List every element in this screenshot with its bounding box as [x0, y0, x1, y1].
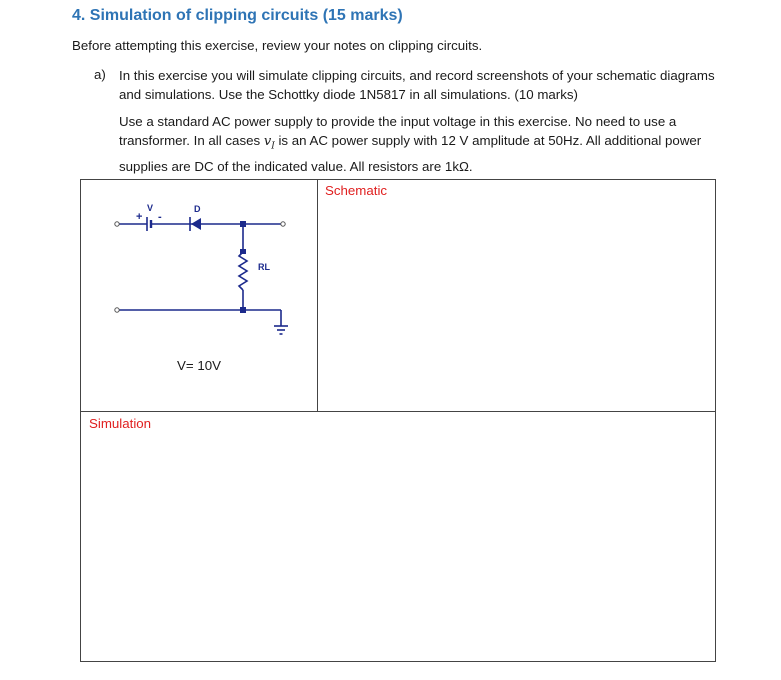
paragraph-2-text-b: is an AC power supply with 12 V amplitude at 50Hz. All additional power supplies are DC of the indicated value. All resistors are 1kΩ. [119, 133, 702, 174]
simulation-cell [81, 412, 716, 662]
schematic-label: Schematic [325, 183, 388, 198]
node-top [240, 221, 246, 227]
battery-minus-sign: - [158, 211, 162, 223]
diode-d [190, 217, 201, 231]
resistor-rl [239, 252, 247, 290]
voltage-caption: V= 10V [177, 358, 221, 373]
question-paragraph-1: In this exercise you will simulate clipping circuits, and record screenshots of your schematic diagrams and simulations. Use the Schottky diode 1N5817 in all simulations. (10 marks) [119, 68, 715, 102]
terminal-input-top [115, 222, 119, 226]
node-bottom [240, 307, 246, 313]
answer-table [80, 179, 716, 662]
schematic-cell [318, 180, 716, 412]
simulation-label: Simulation [89, 416, 152, 431]
terminal-output-top [281, 222, 285, 226]
intro-text: Before attempting this exercise, review your notes on clipping circuits. [72, 38, 483, 53]
node-resistor-top [240, 249, 246, 254]
circuit-diagram [81, 180, 317, 411]
battery-plus-sign: + [136, 211, 143, 223]
question-paragraph-2 [119, 112, 729, 176]
diode-label: D [194, 204, 201, 214]
section-heading: 4. Simulation of clipping circuits (15 marks) [72, 7, 403, 24]
question-label: a) [94, 67, 106, 82]
resistor-label: RL [258, 262, 270, 272]
circuit-cell [81, 180, 318, 412]
terminal-input-bottom [115, 308, 119, 312]
paragraph-2-text-a: Use a standard AC power supply to provide the input voltage in this exercise. No need to use a transformer. In all cases [119, 114, 677, 148]
battery-label: V [147, 203, 154, 213]
vi-symbol: $v_I$ [263, 134, 275, 152]
